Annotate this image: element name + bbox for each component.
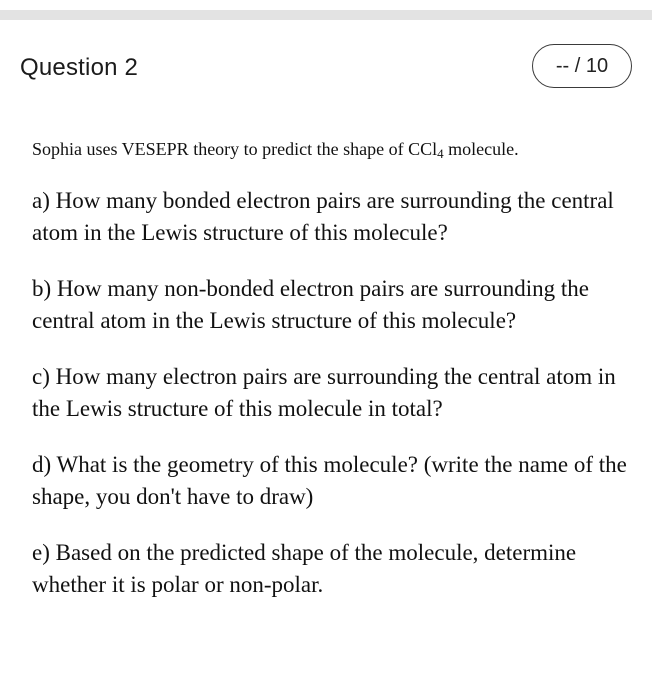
question-part-b: b) How many non-bonded electron pairs are surrounding the central atom in the Lewis structure of this molecule? <box>32 276 589 333</box>
intro-text-before: Sophia uses VESEPR theory to predict the shape of CCl <box>32 139 438 159</box>
question-body <box>32 135 632 625</box>
question-title: Question 2 <box>20 54 139 81</box>
question-part-d: d) What is the geometry of this molecule? (write the name of the shape, you don't have to draw) <box>32 452 627 509</box>
score-badge: -- / 10 <box>532 44 632 88</box>
question-intro <box>32 135 632 163</box>
intro-text-after: molecule. <box>443 139 519 159</box>
question-part-a: a) How many bonded electron pairs are surrounding the central atom in the Lewis structure of this molecule? <box>32 188 614 245</box>
top-divider <box>0 10 652 20</box>
question-part-e: e) Based on the predicted shape of the molecule, determine whether it is polar or non-polar. <box>32 540 577 597</box>
intro-subscript: 4 <box>437 146 444 161</box>
question-header <box>20 44 632 92</box>
question-part-c: c) How many electron pairs are surrounding the central atom in the Lewis structure of this molecule in total? <box>32 364 616 421</box>
